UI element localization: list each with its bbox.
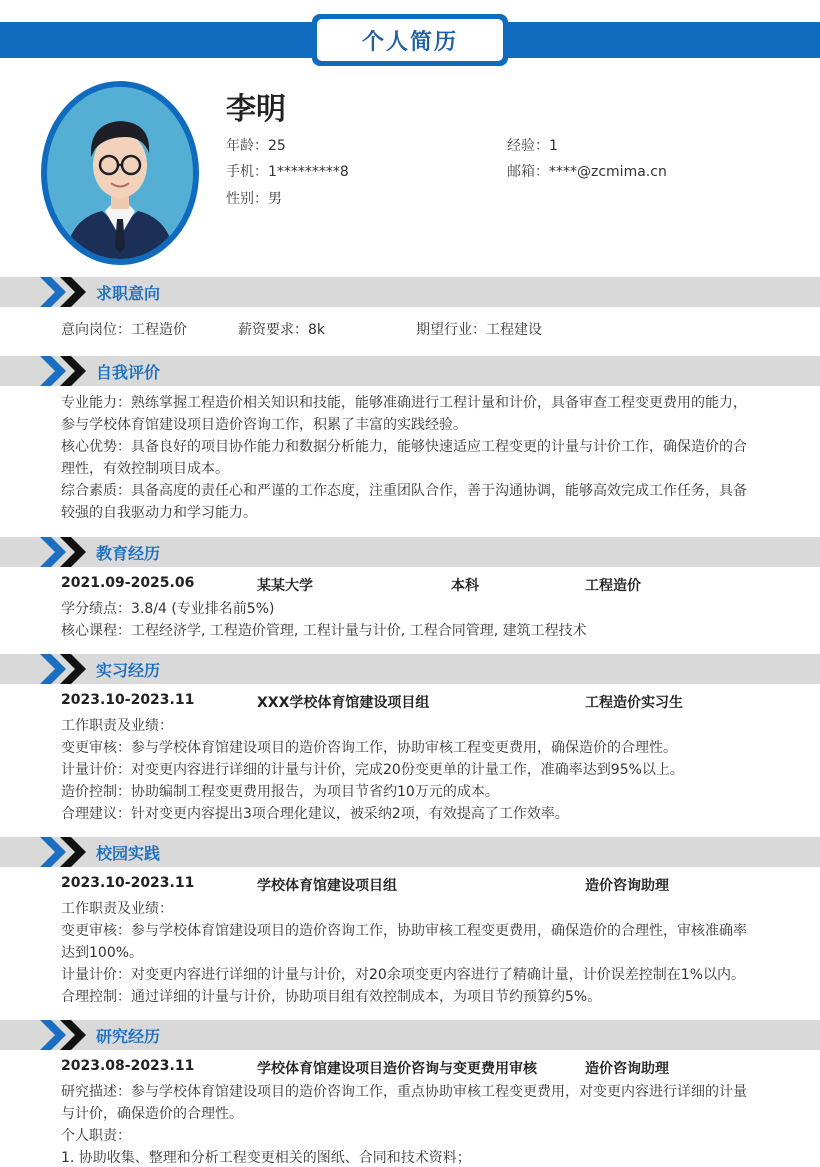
avatar-photo — [47, 87, 193, 259]
education-degree: 本科 — [451, 578, 479, 594]
person-name: 李明 — [226, 92, 286, 127]
campus-org: 学校体育馆建设项目组 — [257, 878, 397, 894]
research-org: 学校体育馆建设项目造价咨询与变更费用审核 — [257, 1061, 537, 1077]
campus-role: 造价咨询助理 — [585, 878, 669, 894]
section-title-internship: 实习经历 — [96, 661, 161, 680]
resume-title: 个人简历 — [316, 18, 504, 62]
self-eval-line: 核心优势：具备良好的项目协作能力和数据分析能力，能够快速适应工程变更的计量与计价工作，确保造价的合 — [61, 439, 747, 455]
experience-value: 1 — [549, 138, 558, 154]
internship-line: 工作职责及业绩： — [61, 718, 173, 734]
phone-value: 1*********8 — [268, 164, 349, 180]
education-line: 学分绩点：3.8/4 (专业排名前5%) — [61, 601, 275, 617]
section-title-research: 研究经历 — [96, 1027, 161, 1046]
section-header-self-eval — [0, 356, 820, 386]
campus-line: 计量计价：对变更内容进行详细的计量与计价，对20余项变更内容进行了精确计量，计价误差控制在1%以内。 — [61, 967, 746, 983]
section-title-intent: 求职意向 — [96, 284, 161, 303]
email-info — [507, 161, 667, 181]
internship-line: 变更审核：参与学校体育馆建设项目的造价咨询工作，协助审核工程变更费用，确保造价的合理性。 — [61, 740, 677, 756]
section-title-self-eval: 自我评价 — [96, 363, 161, 382]
chevron-arrows-icon — [40, 537, 90, 567]
internship-role: 工程造价实习生 — [585, 695, 683, 711]
internship-line: 计量计价：对变更内容进行详细的计量与计价，完成20份变更单的计量工作，准确率达到95%以上。 — [61, 762, 684, 778]
campus-line: 达到100%。 — [61, 945, 144, 961]
internship-line: 合理建议：针对变更内容提出3项合理化建议，被采纳2项，有效提高了工作效率。 — [61, 806, 569, 822]
email-label: 邮箱： — [507, 164, 549, 180]
research-line: 研究描述：参与学校体育馆建设项目的造价咨询工作，重点协助审核工程变更费用，对变更内容进行详细的计量 — [61, 1084, 747, 1100]
portrait-image — [47, 87, 193, 259]
age-value: 25 — [268, 138, 286, 154]
self-eval-line: 较强的自我驱动力和学习能力。 — [61, 505, 257, 521]
gender-label: 性别： — [226, 191, 268, 207]
intent-salary: 薪资要求：8k — [238, 322, 326, 338]
campus-line: 变更审核：参与学校体育馆建设项目的造价咨询工作，协助审核工程变更费用，确保造价的合理性，审核准确率 — [61, 923, 747, 939]
intent-industry: 期望行业：工程建设 — [416, 322, 542, 338]
experience-info — [507, 135, 558, 155]
research-date: 2023.08-2023.11 — [61, 1058, 195, 1074]
section-header-research — [0, 1020, 820, 1050]
chevron-arrows-icon — [40, 1020, 90, 1050]
section-header-campus — [0, 837, 820, 867]
section-header-education — [0, 537, 820, 567]
intent-position: 意向岗位：工程造价 — [61, 322, 187, 338]
phone-info — [226, 161, 349, 181]
avatar — [41, 81, 199, 265]
self-eval-line: 专业能力：熟练掌握工程造价相关知识和技能，能够准确进行工程计量和计价，具备审查工程变更费用的能力， — [61, 395, 747, 411]
campus-line: 工作职责及业绩： — [61, 901, 173, 917]
research-role: 造价咨询助理 — [585, 1061, 669, 1077]
education-line: 核心课程：工程经济学, 工程造价管理, 工程计量与计价, 工程合同管理, 建筑工程技术 — [61, 623, 587, 639]
education-major: 工程造价 — [585, 578, 641, 594]
education-school: 某某大学 — [257, 578, 313, 594]
research-line: 1. 协助收集、整理和分析工程变更相关的图纸、合同和技术资料； — [61, 1150, 471, 1166]
internship-org: XXX学校体育馆建设项目组 — [257, 695, 430, 711]
chevron-arrows-icon — [40, 654, 90, 684]
section-header-intent — [0, 277, 820, 307]
section-title-campus: 校园实践 — [96, 844, 161, 863]
chevron-arrows-icon — [40, 277, 90, 307]
internship-date: 2023.10-2023.11 — [61, 692, 195, 708]
self-eval-line: 理性，有效控制项目成本。 — [61, 461, 229, 477]
experience-label: 经验： — [507, 138, 549, 154]
self-eval-line: 综合素质：具备高度的责任心和严谨的工作态度，注重团队合作，善于沟通协调，能够高效完成工作任务，具备 — [61, 483, 747, 499]
age-label: 年龄： — [226, 138, 268, 154]
chevron-arrows-icon — [40, 837, 90, 867]
research-line: 与计价，确保造价的合理性。 — [61, 1106, 243, 1122]
email-value: ****@zcmima.cn — [549, 164, 667, 180]
section-header-internship — [0, 654, 820, 684]
gender-value: 男 — [268, 191, 282, 207]
age-info — [226, 135, 286, 155]
internship-line: 造价控制：协助编制工程变更费用报告，为项目节省约10万元的成本。 — [61, 784, 499, 800]
campus-date: 2023.10-2023.11 — [61, 875, 195, 891]
chevron-arrows-icon — [40, 356, 90, 386]
self-eval-line: 参与学校体育馆建设项目造价咨询工作，积累了丰富的实践经验。 — [61, 417, 467, 433]
campus-line: 合理控制：通过详细的计量与计价，协助项目组有效控制成本，为项目节约预算约5%。 — [61, 989, 602, 1005]
education-date: 2021.09-2025.06 — [61, 575, 195, 591]
section-title-education: 教育经历 — [96, 544, 161, 563]
phone-label: 手机： — [226, 164, 268, 180]
gender-info — [226, 188, 282, 208]
research-line: 个人职责： — [61, 1128, 131, 1144]
title-frame — [312, 14, 508, 66]
